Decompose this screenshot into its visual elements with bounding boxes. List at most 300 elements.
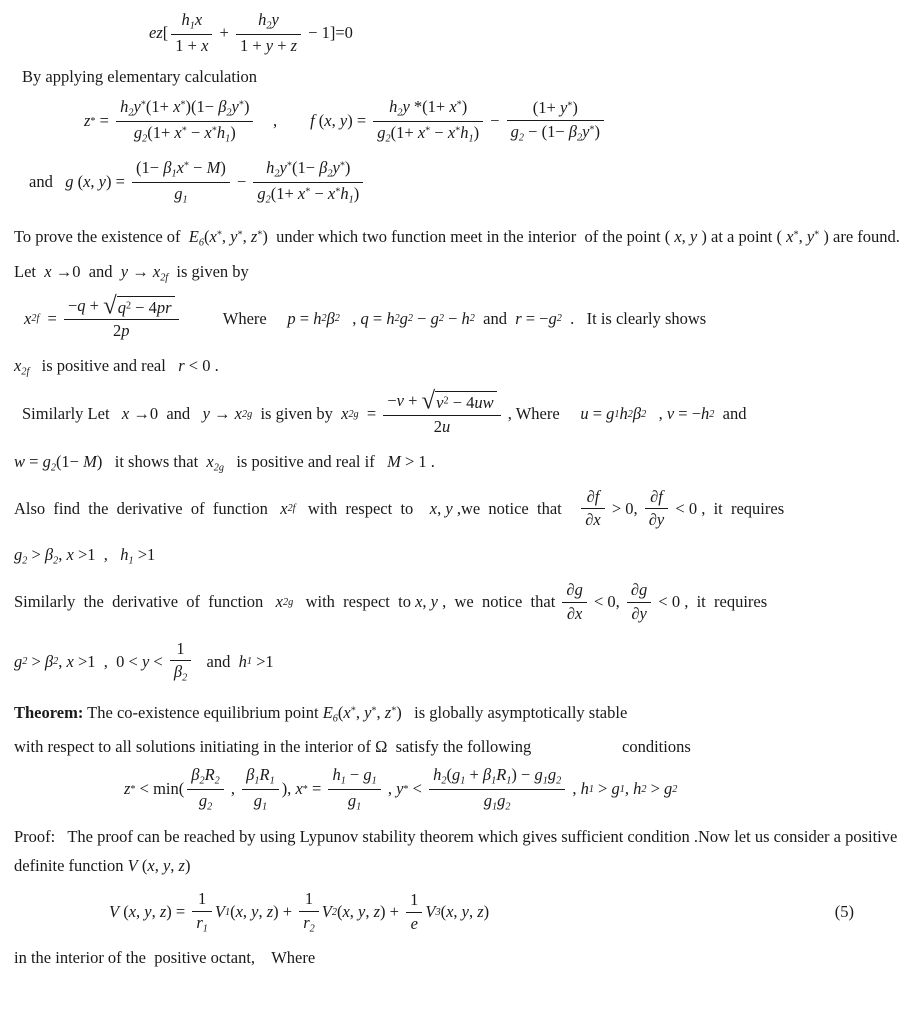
- math-text: q: [117, 297, 126, 317]
- math-text: 2: [469, 313, 475, 325]
- math-text: y: [230, 226, 238, 246]
- numerator: [132, 158, 230, 183]
- math-text: 1: [304, 889, 314, 908]
- math-text: ) =: [105, 172, 130, 192]
- math-text: 1: [371, 774, 377, 786]
- math-text: y: [364, 703, 372, 723]
- math-text: +: [465, 764, 483, 784]
- math-text: > 1 .: [400, 451, 435, 471]
- numerator: [627, 580, 651, 603]
- paragraph-requires-2: [14, 637, 912, 688]
- math-text: 2: [556, 313, 562, 325]
- math-text: β: [44, 651, 54, 671]
- math-text: →0 and: [129, 404, 203, 424]
- paragraph-interior-octant: in the interior of the positive octant, Where: [14, 947, 316, 967]
- math-text: g: [548, 308, 557, 328]
- math-text: x: [14, 356, 22, 376]
- math-text: ∂x: [566, 603, 583, 623]
- math-text: y: [582, 121, 590, 141]
- math-text: −: [443, 308, 462, 328]
- math-text: x: [173, 96, 181, 116]
- math-text: ) at a point (: [697, 226, 787, 246]
- math-text: −: [486, 111, 504, 131]
- paragraph-requires-1: [14, 545, 912, 566]
- fraction: [328, 765, 380, 814]
- equation-x2f: [14, 294, 912, 344]
- math-text: 1: [506, 774, 512, 786]
- math-text: z: [373, 902, 381, 922]
- math-text: →: [209, 404, 235, 424]
- math-text: ∂f: [650, 486, 663, 506]
- fraction: [429, 765, 565, 814]
- math-text: 1: [128, 555, 134, 567]
- math-text: *: [409, 96, 423, 116]
- math-text: 2: [385, 132, 391, 144]
- math-text: =: [358, 404, 381, 424]
- math-text: z: [250, 226, 258, 246]
- math-text: x: [83, 172, 91, 192]
- math-text: y: [461, 902, 469, 922]
- math-text: *: [237, 229, 243, 241]
- math-text: satisfy the following conditions: [387, 736, 691, 756]
- math-text: 2: [207, 800, 213, 812]
- fraction: [187, 765, 224, 814]
- math-text: g: [198, 790, 208, 810]
- equation-partial-f: [14, 485, 912, 533]
- math-text: 2: [709, 408, 715, 420]
- math-text: 2: [22, 656, 28, 668]
- paragraph-x2f-positive: [14, 356, 912, 377]
- math-text: < min(: [135, 779, 185, 799]
- denominator: [373, 122, 483, 146]
- math-text: , Where: [503, 404, 581, 424]
- math-text: 2: [672, 783, 678, 795]
- math-text: z: [266, 902, 274, 922]
- math-text: ,: [365, 902, 374, 922]
- math-text: q: [360, 308, 369, 328]
- math-text: 1: [224, 906, 231, 918]
- numerator: [507, 98, 604, 121]
- math-text: M: [83, 451, 97, 471]
- math-text: g: [510, 121, 519, 141]
- math-text: x: [201, 36, 209, 56]
- math-text: is given by: [168, 262, 249, 282]
- math-text: ,: [58, 545, 67, 565]
- math-text: 2: [505, 800, 511, 812]
- numerator: [406, 890, 422, 913]
- math-text: is positive and real if: [223, 451, 388, 471]
- math-text: ): [594, 121, 601, 141]
- math-text: y: [133, 96, 141, 116]
- math-text: *: [350, 705, 356, 717]
- math-text: r: [515, 308, 522, 328]
- radical-icon: √: [103, 292, 117, 320]
- math-text: *: [793, 229, 799, 241]
- math-text: . It is clearly shows: [561, 308, 707, 328]
- numerator: [581, 487, 604, 510]
- math-text: *: [391, 705, 397, 717]
- math-text: x: [324, 111, 332, 131]
- math-text: 1: [542, 774, 548, 786]
- math-text: h: [258, 10, 267, 29]
- math-text: x: [24, 308, 32, 328]
- math-text: 2f: [287, 503, 296, 515]
- math-text: (: [203, 226, 210, 246]
- math-text: −: [387, 391, 397, 411]
- math-text: β: [173, 662, 183, 682]
- equation-conditions: [14, 763, 912, 816]
- numerator: [171, 10, 212, 35]
- math-text: (: [314, 111, 325, 131]
- math-text: (1+: [145, 96, 174, 116]
- math-text: y: [231, 96, 239, 116]
- math-text: is positive and real: [29, 356, 179, 376]
- denominator: [192, 912, 212, 936]
- math-text: x: [176, 157, 184, 177]
- denominator: [627, 603, 651, 625]
- math-text: 2g: [213, 461, 224, 473]
- math-text: 2g: [241, 408, 253, 420]
- math-text: (1−: [291, 157, 320, 177]
- math-text: ),: [281, 779, 296, 799]
- radicand: [435, 391, 497, 414]
- math-text: z: [159, 902, 167, 922]
- math-text: 1: [340, 774, 346, 786]
- numerator: [242, 765, 279, 790]
- math-text: h: [216, 122, 226, 142]
- math-text: ): [461, 96, 468, 116]
- math-text: 1: [614, 408, 620, 420]
- math-text: ,: [221, 226, 231, 246]
- math-text: β: [44, 545, 54, 565]
- math-text: x: [66, 545, 74, 565]
- denominator: [645, 509, 668, 531]
- math-text: ,: [355, 703, 365, 723]
- math-text: y: [98, 172, 106, 192]
- math-text: *: [425, 125, 431, 137]
- math-text: =: [39, 308, 61, 328]
- math-text: 2: [327, 168, 333, 180]
- math-text: 1: [254, 774, 260, 786]
- math-text: β: [246, 764, 255, 784]
- math-text: (: [137, 856, 148, 876]
- math-text: g: [497, 790, 506, 810]
- math-text: < 0 , it requires: [671, 498, 785, 518]
- fraction: [581, 487, 604, 531]
- math-text: f: [310, 111, 315, 131]
- math-text: ,: [681, 226, 690, 246]
- math-text: *: [90, 115, 96, 127]
- math-text: ∂x: [585, 510, 601, 530]
- math-text: r: [178, 356, 185, 376]
- math-text: ,: [468, 902, 478, 922]
- math-text: β: [326, 308, 335, 328]
- math-text: ): [262, 226, 268, 246]
- denominator: [383, 416, 500, 438]
- math-text: ) it shows that: [96, 451, 207, 471]
- math-text: 2: [438, 313, 444, 325]
- math-text: 2: [321, 313, 327, 325]
- math-text: =: [25, 451, 43, 471]
- math-text: and: [29, 172, 66, 192]
- math-text: 1: [198, 889, 207, 908]
- fraction: [373, 97, 483, 146]
- math-text: v: [666, 404, 675, 424]
- math-text: *: [403, 783, 409, 795]
- math-text: ,: [376, 703, 385, 723]
- math-text: M: [387, 451, 401, 471]
- math-text: (: [73, 172, 84, 192]
- denominator: [562, 603, 586, 625]
- math-text: h: [389, 96, 398, 116]
- math-text: −: [67, 295, 78, 315]
- math-text: 1: [492, 800, 498, 812]
- math-text: ) +: [380, 902, 404, 922]
- math-text: ,: [568, 779, 581, 799]
- math-text: g: [363, 764, 372, 784]
- math-text: 3: [435, 906, 441, 918]
- math-text: <: [408, 779, 427, 799]
- math-text: 2: [627, 408, 633, 420]
- math-text: ,: [226, 779, 240, 799]
- math-text: +: [273, 36, 291, 56]
- math-text: 2: [441, 774, 447, 786]
- math-text: (1+: [147, 122, 175, 142]
- math-text: z: [477, 902, 484, 922]
- math-text: R: [204, 764, 215, 784]
- math-text: x: [415, 592, 423, 612]
- math-text: y: [445, 498, 453, 518]
- fraction: [170, 639, 191, 686]
- math-text: r: [196, 912, 203, 932]
- numerator: [253, 158, 363, 183]
- math-text: 1: [202, 922, 208, 934]
- math-text: x: [44, 262, 52, 282]
- fraction: [627, 580, 651, 624]
- math-text: h: [701, 404, 710, 424]
- math-text: 2f: [160, 272, 169, 284]
- math-text: 1: [468, 132, 474, 144]
- numerator: [373, 97, 483, 122]
- math-text: h: [580, 779, 589, 799]
- denominator: [236, 35, 301, 57]
- math-text: ,: [646, 404, 667, 424]
- math-text: −: [310, 183, 328, 203]
- math-text: *: [257, 229, 263, 241]
- square-root: [103, 292, 174, 320]
- math-text: =: [295, 308, 314, 328]
- math-text: v: [396, 391, 404, 411]
- math-text: >1 ,: [73, 545, 121, 565]
- fraction: [383, 387, 500, 437]
- math-text: y: [339, 111, 348, 131]
- equation-lyapunov-row: [14, 887, 912, 938]
- math-text: ,: [349, 902, 359, 922]
- math-text: ,: [422, 592, 431, 612]
- math-text: E: [322, 703, 333, 723]
- math-text: x: [295, 779, 303, 799]
- math-text: ,: [242, 902, 252, 922]
- math-text: ) =: [347, 111, 371, 131]
- math-text: 2: [199, 774, 205, 786]
- math-text: (: [446, 764, 452, 784]
- math-text: ∂y: [648, 510, 665, 530]
- math-text: 2: [443, 396, 449, 408]
- radicand: [117, 296, 175, 319]
- denominator: [242, 790, 279, 814]
- math-text: *: [286, 160, 292, 172]
- equation-partial-g: [14, 578, 912, 626]
- math-text: *: [371, 705, 377, 717]
- math-text: g: [547, 764, 557, 784]
- math-text: →0 and: [51, 262, 121, 282]
- math-text: ,: [256, 111, 311, 131]
- math-text: V: [425, 902, 436, 922]
- math-text: ,: [136, 902, 145, 922]
- numerator: [116, 97, 253, 122]
- math-text: y: [265, 36, 274, 56]
- math-text: x: [121, 404, 130, 424]
- equation-x2g: [14, 389, 912, 439]
- math-text: *: [181, 125, 187, 137]
- math-text: (: [337, 703, 344, 723]
- math-text: y: [120, 262, 129, 282]
- equation-number: (5): [834, 902, 854, 922]
- denominator: [429, 790, 565, 814]
- math-text: z: [290, 36, 298, 56]
- math-text: 2: [407, 313, 414, 325]
- math-text: *: [339, 160, 345, 172]
- math-text: β: [482, 764, 492, 784]
- math-text: 2: [50, 461, 56, 473]
- math-text: ,: [170, 856, 179, 876]
- math-text: and: [474, 308, 516, 328]
- fraction: [253, 158, 363, 207]
- math-text: y: [689, 226, 698, 246]
- math-text: *: [180, 99, 186, 111]
- math-text: −: [345, 764, 364, 784]
- math-text: ,: [258, 902, 267, 922]
- math-text: h: [313, 308, 322, 328]
- math-text: ∂g: [630, 580, 648, 600]
- math-text: *: [130, 783, 136, 795]
- math-text: Proof: The proof can be reached by using Lypunov stability theorem which gives sufficient condition .Now let us consider a positive definite function: [14, 826, 902, 876]
- math-text: 1: [588, 783, 594, 795]
- math-text: +: [403, 391, 422, 411]
- math-text: =: [368, 308, 387, 328]
- denominator: [187, 790, 224, 814]
- math-text: x: [204, 122, 212, 142]
- math-text: y: [271, 10, 279, 29]
- math-text: x: [449, 96, 457, 116]
- math-text: = −: [674, 404, 702, 424]
- math-text: ,: [798, 226, 807, 246]
- math-text: ,: [154, 856, 163, 876]
- math-text: Similarly the derivative of function: [14, 592, 276, 612]
- math-text: (1−: [136, 157, 164, 177]
- math-text: u: [442, 416, 451, 436]
- math-text: x: [343, 703, 351, 723]
- math-text: *: [302, 783, 308, 795]
- math-text: =: [307, 779, 326, 799]
- numerator: [328, 765, 380, 790]
- math-text: y: [202, 404, 210, 424]
- math-text: > 0,: [607, 498, 642, 518]
- denominator: [170, 661, 191, 685]
- math-text: u: [580, 404, 589, 424]
- math-text: (: [230, 902, 236, 922]
- math-text: h: [460, 122, 469, 142]
- math-text: ,: [383, 779, 397, 799]
- math-text: x: [147, 856, 155, 876]
- math-text: β: [632, 404, 642, 424]
- math-text: −: [232, 172, 251, 192]
- math-text: 2: [226, 106, 232, 118]
- math-text: ): [396, 703, 402, 723]
- numerator: [645, 487, 668, 510]
- math-text: g: [347, 790, 357, 810]
- math-text: is globally asymptotically stable: [401, 703, 628, 723]
- math-text: +: [85, 295, 104, 315]
- math-text: 2: [331, 906, 337, 918]
- math-text: , we notice that: [438, 592, 560, 612]
- math-text: >: [646, 779, 665, 799]
- math-text: 2: [309, 922, 315, 934]
- equation-lyapunov: [109, 887, 489, 938]
- math-text: g: [174, 183, 183, 203]
- math-text: *: [335, 186, 341, 198]
- math-text: 2: [53, 555, 59, 567]
- math-text: 1: [410, 890, 419, 910]
- math-text: β: [218, 96, 227, 116]
- math-text: h: [120, 96, 129, 116]
- math-text: (: [336, 902, 343, 922]
- math-text: uw: [474, 393, 494, 413]
- math-text: ) −: [511, 764, 535, 784]
- radical-icon: √: [421, 387, 436, 415]
- math-text: ) +: [273, 902, 297, 922]
- paragraph-prove-existence: [14, 219, 912, 290]
- math-text: ,: [624, 779, 634, 799]
- math-text: ): [220, 157, 226, 177]
- math-text: x: [209, 226, 217, 246]
- denominator: [299, 912, 319, 936]
- math-text: 2: [274, 168, 280, 180]
- math-text: *: [814, 229, 820, 241]
- math-text: E: [188, 226, 199, 246]
- math-text: *: [140, 99, 146, 111]
- math-text: R: [259, 764, 270, 784]
- math-text: 1: [460, 774, 466, 786]
- math-text: x: [152, 262, 161, 282]
- math-text: x: [327, 183, 336, 203]
- math-text: +: [215, 23, 233, 43]
- math-text: with respect to: [293, 592, 416, 612]
- denominator: [328, 790, 380, 814]
- math-text: 2f: [21, 366, 30, 378]
- math-text: h: [181, 10, 190, 29]
- denominator: [253, 183, 363, 207]
- math-text: x: [674, 226, 682, 246]
- math-text: is given by: [252, 404, 342, 424]
- fraction: [64, 292, 179, 342]
- math-text: z: [124, 779, 131, 799]
- math-text: g: [430, 308, 439, 328]
- math-text: 1: [176, 638, 185, 658]
- math-text: 6: [198, 237, 204, 249]
- math-text: g: [133, 122, 143, 142]
- math-text: x: [417, 122, 426, 142]
